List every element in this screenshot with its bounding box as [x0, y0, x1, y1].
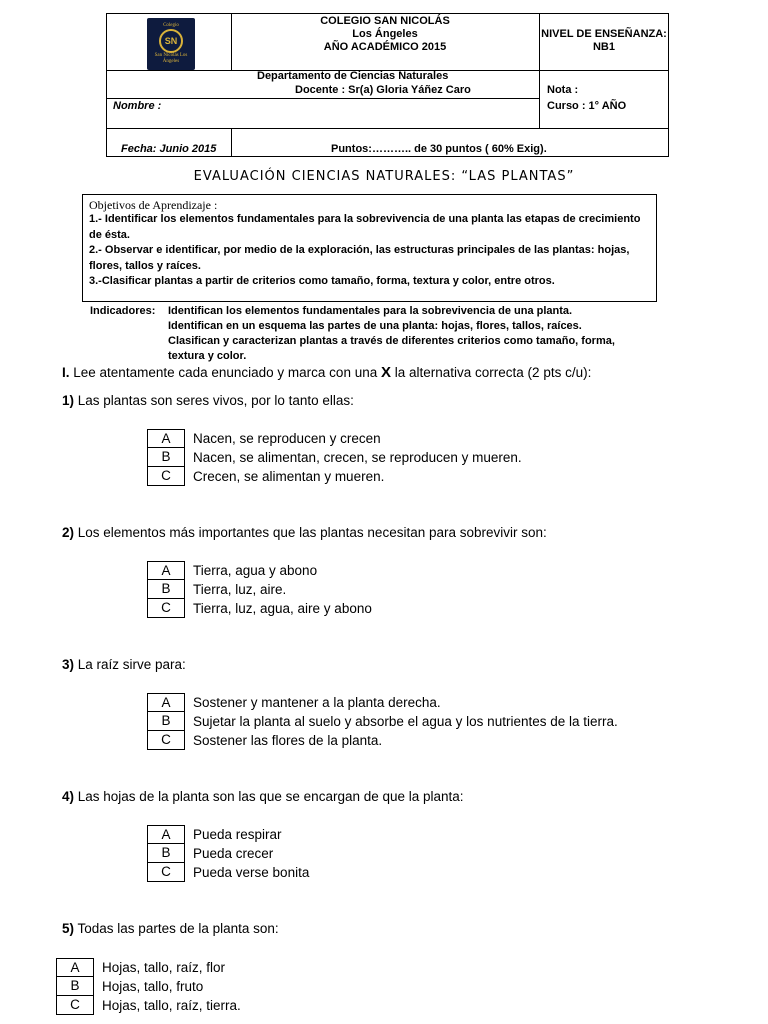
option-text: Crecen, se alimentan y mueren. [193, 469, 385, 484]
option-a[interactable] [147, 693, 618, 712]
page-title: EVALUACIÓN CIENCIAS NATURALES: “LAS PLANTAS” [193, 169, 575, 184]
option-text: Sujetar la planta al suelo y absorbe el agua y los nutrientes de la tierra. [193, 714, 618, 729]
option-text: Sostener y mantener a la planta derecha. [193, 695, 441, 710]
option-letter[interactable]: B [56, 977, 94, 996]
option-letter[interactable]: B [147, 580, 185, 599]
section-mark: X [380, 364, 391, 381]
option-text: Sostener las flores de la planta. [193, 733, 383, 748]
objectives-box [82, 194, 657, 302]
date: Fecha: Junio 2015 [121, 143, 217, 155]
option-b[interactable] [147, 712, 618, 731]
option-text: Tierra, luz, aire. [193, 582, 287, 597]
objective-item: 3.-Clasificar plantas a partir de criterios como tamaño, forma, textura y color, entre otros. [89, 275, 555, 287]
option-text: Tierra, luz, agua, aire y abono [193, 601, 372, 616]
option-c[interactable] [147, 731, 618, 750]
option-a[interactable] [147, 561, 372, 580]
logo-seal: SN [159, 29, 183, 53]
indicators [90, 304, 700, 364]
question-text: Las hojas de la planta son las que se encargan de que la planta: [74, 789, 464, 804]
question-3 [62, 657, 186, 672]
question-number: 4) [62, 789, 75, 804]
objective-item: 1.- Identificar los elementos fundamentales para la sobrevivencia de una planta las etapas de crecimiento de ésta. [89, 213, 641, 241]
option-letter[interactable]: A [147, 429, 185, 448]
option-letter[interactable]: A [147, 561, 185, 580]
objective-item: 2.- Observar e identificar, por medio de la exploración, las estructuras principales de las plantas: hojas, flores, tallos y raíces. [89, 244, 630, 272]
question-text: Las plantas son seres vivos, por lo tanto ellas: [74, 393, 354, 408]
header-table [106, 13, 669, 157]
name-label: Nombre : [113, 100, 162, 112]
department: Departamento de Ciencias Naturales [257, 70, 449, 82]
option-c[interactable] [147, 467, 522, 486]
option-b[interactable] [147, 844, 309, 863]
option-letter[interactable]: C [147, 731, 185, 750]
option-letter[interactable]: A [147, 693, 185, 712]
option-letter[interactable]: A [56, 958, 94, 977]
question-1 [62, 393, 354, 408]
option-text: Hojas, tallo, raíz, flor [102, 960, 226, 975]
option-text: Pueda verse bonita [193, 865, 310, 880]
logo-top-text: Colegio [163, 23, 179, 28]
option-text: Hojas, tallo, raíz, tierra. [102, 998, 241, 1013]
option-text: Tierra, agua y abono [193, 563, 318, 578]
option-b[interactable] [56, 977, 241, 996]
options-1 [147, 429, 522, 486]
option-b[interactable] [147, 580, 372, 599]
objectives-heading: Objetivos de Aprendizaje : [89, 198, 218, 212]
grade-label: Nota : [547, 84, 579, 96]
question-5 [62, 921, 279, 936]
question-number: 5) [62, 921, 75, 936]
school-logo [147, 18, 195, 70]
logo-bottom-text: San Nicolás Los Ángeles [154, 53, 188, 64]
section-number: I. [62, 365, 70, 380]
option-a[interactable] [147, 429, 522, 448]
option-letter[interactable]: C [56, 996, 94, 1015]
option-text: Hojas, tallo, fruto [102, 979, 204, 994]
option-text: Pueda respirar [193, 827, 282, 842]
level-label: NIVEL DE ENSEÑANZA: [541, 28, 667, 40]
question-number: 2) [62, 525, 75, 540]
option-b[interactable] [147, 448, 522, 467]
indicators-label: Indicadores: [90, 305, 156, 317]
option-c[interactable] [147, 599, 372, 618]
divider [107, 98, 539, 99]
options-5 [56, 958, 241, 1015]
school-city: Los Ángeles [352, 28, 418, 40]
question-2 [62, 525, 547, 540]
academic-year: AÑO ACADÉMICO 2015 [323, 41, 447, 53]
option-letter[interactable]: B [147, 844, 185, 863]
option-text: Nacen, se alimentan, crecen, se reproducen y mueren. [193, 450, 522, 465]
question-number: 3) [62, 657, 75, 672]
indicator-line: Identifican los elementos fundamentales para la sobrevivencia de una planta. [168, 305, 573, 317]
option-text: Pueda crecer [193, 846, 274, 861]
question-text: Todas las partes de la planta son: [74, 921, 279, 936]
teacher: Docente : Sr(a) Gloria Yáñez Caro [295, 84, 471, 96]
options-3 [147, 693, 618, 750]
question-4 [62, 789, 464, 804]
indicator-line: Clasifican y caracterizan plantas a través de diferentes criterios como tamaño, forma, [168, 335, 615, 347]
question-number: 1) [62, 393, 75, 408]
option-letter[interactable]: C [147, 599, 185, 618]
points: Puntos:……….. de 30 puntos ( 60% Exig). [331, 143, 547, 155]
option-letter[interactable]: B [147, 712, 185, 731]
school-name: COLEGIO SAN NICOLÁS [320, 15, 450, 27]
option-text: Nacen, se reproducen y crecen [193, 431, 381, 446]
option-a[interactable] [56, 958, 241, 977]
question-text: Los elementos más importantes que las plantas necesitan para sobrevivir son: [74, 525, 547, 540]
option-letter[interactable]: C [147, 863, 185, 882]
course: Curso : 1° AÑO [547, 100, 627, 112]
options-4 [147, 825, 309, 882]
option-letter[interactable]: B [147, 448, 185, 467]
divider [107, 128, 668, 129]
section-instructions [62, 364, 591, 381]
question-text: La raíz sirve para: [74, 657, 186, 672]
section-text-2: la alternativa correcta (2 pts c/u): [391, 365, 592, 380]
option-letter[interactable]: A [147, 825, 185, 844]
indicator-line: Identifican en un esquema las partes de una planta: hojas, flores, tallos, raíces. [168, 320, 582, 332]
section-text: Lee atentamente cada enunciado y marca con una [69, 365, 381, 380]
option-a[interactable] [147, 825, 309, 844]
option-letter[interactable]: C [147, 467, 185, 486]
option-c[interactable] [147, 863, 309, 882]
divider [231, 128, 232, 157]
indicator-line: textura y color. [168, 350, 247, 362]
level-value: NB1 [592, 41, 615, 53]
option-c[interactable] [56, 996, 241, 1015]
options-2 [147, 561, 372, 618]
